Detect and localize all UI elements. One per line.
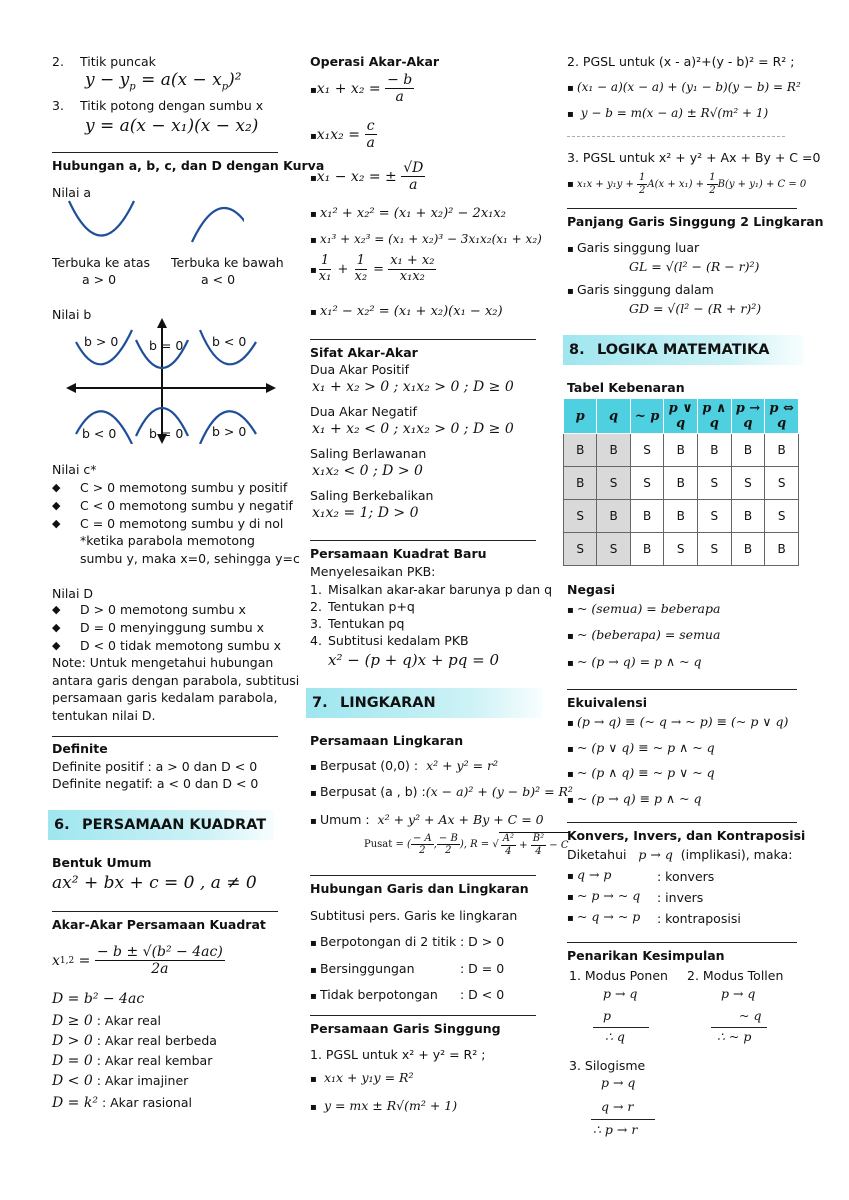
table-cell: B (564, 434, 597, 467)
table-cell: S (564, 500, 597, 533)
sifat-condition: x₁ + x₂ < 0 ; x₁x₂ > 0 ; D ≥ 0 (312, 421, 514, 437)
conclusion: ∴ q (605, 1029, 625, 1044)
table-cell: S (698, 533, 732, 566)
section-heading: Ekuivalensi (567, 695, 648, 710)
section-heading: Akar-Akar Persamaan Kuadrat (52, 917, 266, 932)
kik-label: : konvers (657, 869, 715, 884)
column-header: p ∨ q (664, 399, 698, 434)
pgsl-formula: ▪ (x₁ − a)(x − a) + (y₁ − b)(y − b) = R² (567, 80, 801, 94)
pkb-step-number: 4. (310, 633, 322, 648)
pkb-step: Subtitusi kedalam PKB (328, 633, 469, 648)
kik-item: ▪ ~ p → ~ q (567, 888, 640, 903)
open-up-label: Terbuka ke atas (52, 255, 151, 270)
kik-label: : kontraposisi (657, 911, 741, 926)
column-header: p (564, 399, 597, 434)
tangent-label: ▪ Garis singgung luar (567, 240, 699, 255)
table-cell: B (731, 434, 765, 467)
note-line: Note: Untuk mengetahui hubungan (52, 655, 274, 670)
negasi-item: ▪ ~ (semua) = beberapa (567, 601, 720, 616)
table-cell: B (731, 500, 765, 533)
divider (567, 208, 797, 209)
conclusion: ∴ ~ p (717, 1029, 752, 1044)
divider (52, 152, 278, 153)
root-operation: ▪ x₁² + x₂² = (x₁ + x₂)² − 2x₁x₂ (310, 206, 506, 221)
sifat-label: Dua Akar Positif (310, 362, 410, 377)
pgsl-formula: ▪ x₁x + y₁y = R² (310, 1070, 413, 1085)
parabola-illustrations (64, 198, 244, 248)
table-row (564, 434, 799, 467)
table-cell: B (765, 434, 799, 467)
divider (52, 736, 278, 737)
table-cell: S (731, 467, 765, 500)
nilai-d-label: Nilai D (52, 586, 94, 601)
diamond-bullet-icon: ◆ (52, 499, 61, 512)
circle-equation: ▪ Berpusat (a , b) :(x − a)² + (y − b)² = R² (310, 784, 573, 799)
pgsl-case: 3. PGSL untuk x² + y² + Ax + By + C =0 (567, 150, 821, 165)
center-radius-formula: Pusat = ( $\frac{- A}{2}$ , $\frac{- B}{2}$ ) , R = √ $\frac{\text{A²}}{4}$ + $\frac{\text{B²}}{4}$ − C (364, 832, 569, 857)
c-note: *ketika parabola memotong (80, 533, 255, 548)
table-cell: B (597, 500, 630, 533)
c-item: C = 0 memotong sumbu y di nol (80, 516, 284, 531)
c-item: C > 0 memotong sumbu y positif (80, 480, 288, 495)
table-row (564, 500, 799, 533)
premise: ~ q (739, 1008, 762, 1023)
pgsl-formula: ▪ x₁x + y₁y + $\frac{1}{2}$ A(x + x₁) + $\frac{1}{2}$ B(y + y₁) + C = 0 (567, 172, 806, 196)
b-label: b < 0 (82, 426, 117, 441)
section-heading: Penarikan Kesimpulan (567, 948, 725, 963)
hgl-intro: Subtitusi pers. Garis ke lingkaran (310, 908, 518, 923)
divider (567, 689, 797, 690)
diamond-bullet-icon: ◆ (52, 603, 61, 616)
tangent-formula: GL = √(l² − (R − r)²) (629, 259, 760, 274)
hgl-condition: : D = 0 (460, 961, 505, 976)
titik-puncak-formula: $y - y_p = a(x - x_p)^2$ (85, 70, 242, 93)
table-cell: B (664, 434, 698, 467)
open-down-condition: a < 0 (201, 272, 236, 287)
equivalence-item: ▪ ~ (p ∨ q) ≡ ~ p ∧ ~ q (567, 740, 715, 755)
table-cell: S (698, 500, 732, 533)
truth-table-header (564, 399, 799, 434)
hgl-condition: : D < 0 (460, 987, 505, 1002)
table-cell: B (698, 434, 732, 467)
c-note: sumbu y, maka x=0, sehingga y=c (80, 551, 300, 566)
pkb-step: Tentukan pq (328, 616, 405, 631)
modus-tollen-label: 2. Modus Tollen (687, 968, 784, 983)
b-label: b < 0 (212, 334, 247, 349)
divider (310, 339, 536, 340)
hgl-item: ▪ Tidak berpotongan (310, 987, 438, 1002)
premise: p (603, 1008, 612, 1023)
root-operation: ▪ x₁x₂ = $\frac{c}{a}$ (310, 118, 377, 151)
pgsl-case: 2. PGSL untuk (x - a)²+(y - b)² = R² ; (567, 54, 795, 69)
section-heading: Konvers, Invers, dan Kontraposisi (567, 828, 806, 843)
negasi-item: ▪ ~ (beberapa) = semua (567, 627, 720, 642)
section-heading: Panjang Garis Singgung 2 Lingkaran (567, 214, 824, 229)
nilai-a-label: Nilai a (52, 185, 92, 200)
table-cell: B (564, 467, 597, 500)
column-header: p ∧ q (698, 399, 732, 434)
premise: q → r (601, 1099, 634, 1114)
table-cell: B (597, 434, 630, 467)
note-line: antara garis dengan parabola, subtitusi (52, 673, 300, 688)
table-cell: S (597, 533, 630, 566)
diamond-bullet-icon: ◆ (52, 481, 61, 494)
table-cell: B (630, 500, 664, 533)
b-label: b = 0 (149, 426, 184, 441)
pkb-intro: Menyelesaikan PKB: (310, 564, 436, 579)
item-number: 2. (52, 54, 64, 69)
section-heading: Hubungan Garis dan Lingkaran (310, 881, 529, 896)
table-cell: S (765, 467, 799, 500)
discriminant-formula: D = b² − 4ac (52, 991, 145, 1007)
section-heading: Bentuk Umum (52, 855, 152, 870)
divider (310, 540, 536, 541)
sifat-label: Saling Berlawanan (310, 446, 427, 461)
pkb-step: Tentukan p+q (328, 599, 415, 614)
table-cell: B (731, 533, 765, 566)
premise: p → q (603, 986, 638, 1001)
sifat-condition: x₁x₂ = 1; D > 0 (312, 505, 419, 521)
sifat-label: Saling Berkebalikan (310, 488, 434, 503)
diamond-bullet-icon: ◆ (52, 639, 61, 652)
d-case: D < 0 : Akar imajiner (52, 1073, 189, 1089)
open-up-condition: a > 0 (82, 272, 117, 287)
equivalence-item: ▪ (p → q) ≡ (~ q → ~ p) ≡ (~ p ∨ q) (567, 714, 788, 729)
circle-equation: ▪ Berpusat (0,0) : x² + y² = r² (310, 758, 498, 773)
d-item: D > 0 memotong sumbu x (80, 602, 246, 617)
modus-ponen-label: 1. Modus Ponen (569, 968, 668, 983)
section-heading: Persamaan Kuadrat Baru (310, 546, 487, 561)
tangent-formula: GD = √(l² − (R + r)²) (629, 301, 762, 316)
root-operation: ▪ x₁ + x₂ = $\frac{- b}{a}$ (310, 72, 414, 105)
definite-negative: Definite negatif: a < 0 dan D < 0 (52, 776, 259, 791)
pgsl-case: 1. PGSL untuk x² + y² = R² ; (310, 1047, 486, 1062)
column-header: p ⇔ q (765, 399, 799, 434)
section-banner: 7. LINGKARAN (306, 688, 542, 718)
pkb-step: Misalkan akar-akar barunya p dan q (328, 582, 553, 597)
root-operation: ▪ x₁² − x₂² = (x₁ + x₂)(x₁ − x₂) (310, 304, 503, 319)
table-cell: S (664, 533, 698, 566)
note-line: persamaan garis kedalam parabola, (52, 690, 278, 705)
section-heading: Persamaan Garis Singgung (310, 1021, 501, 1036)
sifat-condition: x₁ + x₂ > 0 ; x₁x₂ > 0 ; D ≥ 0 (312, 379, 514, 395)
section-heading: Negasi (567, 582, 616, 597)
titik-potong-formula: y = a(x − x₁)(x − x₂) (85, 116, 259, 136)
table-cell: S (698, 467, 732, 500)
premise: p → q (721, 986, 756, 1001)
conclusion: ∴ p → r (593, 1122, 638, 1137)
pgsl-formula: ▪ y = mx ± R√(m² + 1) (310, 1098, 457, 1113)
table-cell: S (765, 500, 799, 533)
table-cell: B (664, 500, 698, 533)
table-cell: B (664, 467, 698, 500)
d-item: D = 0 menyinggung sumbu x (80, 620, 265, 635)
d-case: D = 0 : Akar real kembar (52, 1053, 213, 1069)
table-cell: S (630, 467, 664, 500)
item-number: 3. (52, 98, 64, 113)
column-header: q (597, 399, 630, 434)
kik-item: ▪ q → p (567, 867, 611, 882)
bentuk-umum-formula: ax² + bx + c = 0 , a ≠ 0 (52, 873, 257, 893)
section-banner: 8. LOGIKA MATEMATIKA (563, 335, 803, 365)
truth-table (563, 398, 799, 566)
divider (567, 822, 797, 823)
kik-label: : invers (657, 890, 704, 905)
hgl-item: ▪ Bersinggungan (310, 961, 415, 976)
table-cell: B (765, 533, 799, 566)
abc-formula: x 1,2 = $\frac{\text{− b ± √(b² − 4ac)}}{2a}$ (52, 944, 223, 978)
divider (567, 942, 797, 943)
table-cell: S (630, 434, 664, 467)
definite-positive: Definite positif : a > 0 dan D < 0 (52, 759, 258, 774)
tangent-label: ▪ Garis singgung dalam (567, 282, 714, 297)
b-label: b > 0 (84, 334, 119, 349)
pkb-formula: x² − (p + q)x + pq = 0 (328, 651, 500, 669)
circle-equation: ▪ Umum : x² + y² + Ax + By + C = 0 (310, 812, 544, 827)
table-cell: B (630, 533, 664, 566)
divider (567, 136, 785, 137)
diamond-bullet-icon: ◆ (52, 517, 61, 530)
section-heading: Sifat Akar-Akar (310, 345, 418, 360)
table-cell: S (564, 533, 597, 566)
nilai-c-label: Nilai c* (52, 462, 97, 477)
section-heading: Tabel Kebenaran (567, 380, 685, 395)
kik-intro: Diketahui p → q (implikasi), maka: (567, 847, 793, 862)
nilai-b-label: Nilai b (52, 307, 92, 322)
hgl-item: ▪ Berpotongan di 2 titik (310, 934, 456, 949)
inference-line (593, 1027, 649, 1028)
section-heading: Operasi Akar-Akar (310, 54, 440, 69)
sifat-label: Dua Akar Negatif (310, 404, 417, 419)
root-operation: ▪ $\frac{1}{\text{x₁}}$ + $\frac{1}{\text{x₂}}$ = $\frac{\text{x₁ + x₂}}{\text{x₁x₂}}$ (310, 254, 436, 285)
hgl-condition: : D > 0 (460, 934, 505, 949)
table-row (564, 533, 799, 566)
equivalence-item: ▪ ~ (p → q) ≡ p ∧ ~ q (567, 791, 702, 806)
kik-item: ▪ ~ q → ~ p (567, 909, 640, 924)
table-row (564, 467, 799, 500)
column-header: p → q (731, 399, 765, 434)
d-case: D = k² : Akar rasional (52, 1095, 192, 1111)
column-header: ~ p (630, 399, 664, 434)
titik-potong-label: Titik potong dengan sumbu x (80, 98, 264, 113)
inference-line (711, 1027, 767, 1028)
divider (310, 875, 536, 876)
note-line: tentukan nilai D. (52, 708, 156, 723)
equivalence-item: ▪ ~ (p ∧ q) ≡ ~ p ∨ ~ q (567, 765, 715, 780)
open-down-label: Terbuka ke bawah (171, 255, 284, 270)
section-banner: 6. PERSAMAAN KUADRAT (48, 810, 274, 840)
pgsl-formula: ▪ y − b = m(x − a) ± R√(m² + 1) (567, 106, 768, 120)
section-heading: Hubungan a, b, c, dan D dengan Kurva (52, 158, 325, 173)
root-operation: ▪ x₁³ + x₂³ = (x₁ + x₂)³ − 3x₁x₂(x₁ + x₂) (310, 232, 542, 246)
sifat-condition: x₁x₂ < 0 ; D > 0 (312, 463, 423, 479)
b-label: b = 0 (149, 338, 184, 353)
pkb-step-number: 1. (310, 582, 322, 597)
d-case: D > 0 : Akar real berbeda (52, 1033, 217, 1049)
root-operation: ▪ x₁ − x₂ = ± $\frac{√D}{a}$ (310, 160, 425, 193)
section-heading: Definite (52, 741, 108, 756)
divider (310, 1015, 536, 1016)
section-heading: Persamaan Lingkaran (310, 733, 464, 748)
c-item: C < 0 memotong sumbu y negatif (80, 498, 293, 513)
d-case: D ≥ 0 : Akar real (52, 1013, 161, 1029)
premise: p → q (601, 1075, 636, 1090)
b-label: b > 0 (212, 424, 247, 439)
diamond-bullet-icon: ◆ (52, 621, 61, 634)
silogisme-label: 3. Silogisme (569, 1058, 646, 1073)
divider (52, 911, 278, 912)
titik-puncak-label: Titik puncak (80, 54, 156, 69)
negasi-item: ▪ ~ (p → q) = p ∧ ~ q (567, 654, 702, 669)
pkb-step-number: 2. (310, 599, 322, 614)
d-item: D < 0 tidak memotong sumbu x (80, 638, 282, 653)
pkb-step-number: 3. (310, 616, 322, 631)
table-cell: S (597, 467, 630, 500)
inference-line (591, 1119, 655, 1120)
